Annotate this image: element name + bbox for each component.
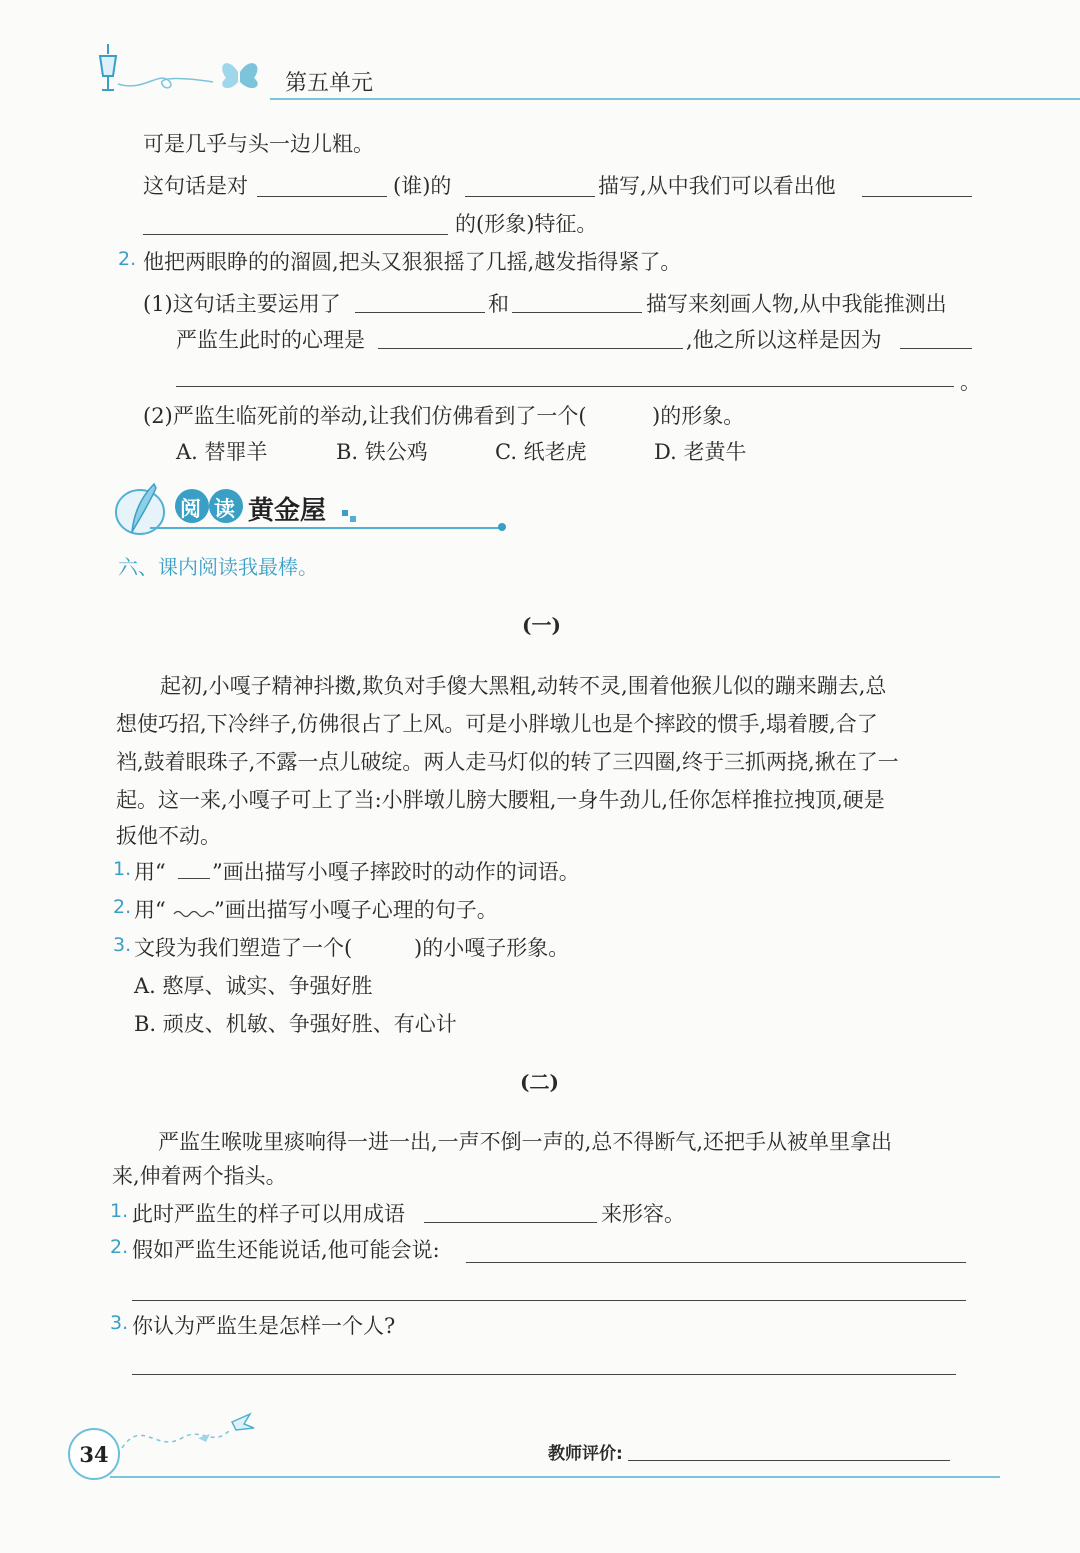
answer-blank[interactable] bbox=[132, 1300, 966, 1301]
text-line: 严监生此时的心理是 bbox=[176, 328, 365, 352]
answer-blank[interactable] bbox=[465, 196, 595, 197]
question-text: 你认为严监生是怎样一个人? bbox=[132, 1314, 396, 1338]
text-line: 描写,从中我们可以看出他 bbox=[598, 174, 836, 198]
banner-badge: 读 bbox=[214, 497, 235, 521]
banner-title: 黄金屋 bbox=[248, 496, 327, 526]
text-line: 描写来刻画人物,从中我能推测出 bbox=[646, 292, 947, 316]
passage-line: 来,伸着两个指头。 bbox=[112, 1164, 287, 1188]
text-line: (谁)的 bbox=[393, 174, 452, 198]
bird-icon bbox=[232, 1414, 254, 1430]
question-number: 1. bbox=[113, 858, 132, 880]
option-d[interactable]: D. 老黄牛 bbox=[654, 440, 747, 464]
wavy-line-sample bbox=[172, 908, 214, 920]
text-line: ,他之所以这样是因为 bbox=[686, 328, 882, 352]
footer-rule bbox=[110, 1476, 1000, 1478]
passage-line: 想使巧招,下冷绊子,仿佛很占了上风。可是小胖墩儿也是个摔跤的惯手,塌着腰,合了 bbox=[116, 712, 878, 736]
answer-blank[interactable] bbox=[355, 312, 485, 313]
part-heading: (二) bbox=[520, 1070, 559, 1094]
text-line: 。 bbox=[960, 370, 981, 394]
header-rule bbox=[270, 98, 1080, 100]
question-text: 用“ bbox=[134, 860, 166, 884]
question-text: 文段为我们塑造了一个( bbox=[134, 936, 353, 960]
answer-blank[interactable] bbox=[176, 386, 954, 387]
question-number: 3. bbox=[113, 934, 132, 956]
underline-sample bbox=[178, 878, 210, 879]
text-line: 这句话是对 bbox=[143, 174, 248, 198]
teacher-evaluation-label: 教师评价: bbox=[548, 1444, 623, 1464]
text-line: (2)严监生临死前的举动,让我们仿佛看到了一个( bbox=[143, 404, 587, 428]
passage-line: 扳他不动。 bbox=[116, 824, 221, 848]
question-text: ”画出描写小嘎子摔跤时的动作的词语。 bbox=[212, 860, 580, 884]
butterfly-icon bbox=[222, 63, 257, 88]
question-number: 2. bbox=[118, 248, 137, 270]
question-number: 3. bbox=[110, 1312, 129, 1334]
passage-line: 起初,小嘎子精神抖擞,欺负对手傻大黑粗,动转不灵,围着他猴儿似的蹦来蹦去,总 bbox=[160, 674, 887, 698]
option-b[interactable]: B. 顽皮、机敏、争强好胜、有心计 bbox=[134, 1012, 457, 1036]
text-line: 可是几乎与头一边儿粗。 bbox=[143, 132, 374, 156]
question-text: 他把两眼睁的的溜圆,把头又狠狠摇了几摇,越发指得紧了。 bbox=[143, 250, 682, 274]
option-b[interactable]: B. 铁公鸡 bbox=[336, 440, 428, 464]
section-title: 六、课内阅读我最棒。 bbox=[118, 555, 318, 579]
option-a[interactable]: A. 憨厚、诚实、争强好胜 bbox=[134, 974, 373, 998]
option-c[interactable]: C. 纸老虎 bbox=[495, 440, 587, 464]
text-line: 和 bbox=[488, 292, 509, 316]
answer-blank[interactable] bbox=[466, 1262, 966, 1263]
option-a[interactable]: A. 替罪羊 bbox=[176, 440, 268, 464]
question-number: 2. bbox=[113, 896, 132, 918]
text-line: )的形象。 bbox=[652, 404, 745, 428]
text-line: (1)这句话主要运用了 bbox=[143, 292, 341, 316]
banner-rule bbox=[150, 527, 500, 529]
answer-blank[interactable] bbox=[132, 1374, 956, 1375]
answer-blank[interactable] bbox=[257, 196, 387, 197]
passage-line: 严监生喉咙里痰响得一进一出,一声不倒一声的,总不得断气,还把手从被单里拿出 bbox=[158, 1130, 893, 1154]
question-text: 来形容。 bbox=[601, 1202, 685, 1226]
unit-title: 第五单元 bbox=[285, 71, 374, 96]
question-text: ”画出描写小嘎子心理的句子。 bbox=[214, 898, 498, 922]
banner-dot bbox=[498, 523, 506, 531]
answer-blank[interactable] bbox=[378, 348, 683, 349]
lamp-icon bbox=[100, 44, 116, 90]
answer-blank[interactable] bbox=[900, 348, 972, 349]
answer-blank[interactable] bbox=[862, 196, 972, 197]
banner-badge: 阅 bbox=[180, 497, 201, 521]
question-number: 1. bbox=[110, 1200, 129, 1222]
question-text: 用“ bbox=[134, 898, 166, 922]
question-text: )的小嘎子形象。 bbox=[414, 936, 570, 960]
question-text: 假如严监生还能说话,他可能会说: bbox=[132, 1238, 440, 1262]
passage-line: 起。这一来,小嘎子可上了当:小胖墩儿膀大腰粗,一身牛劲儿,任你怎样推拉拽顶,硬是 bbox=[116, 788, 885, 812]
text-line: 的(形象)特征。 bbox=[455, 212, 598, 236]
answer-blank[interactable] bbox=[512, 312, 642, 313]
footer-decoration bbox=[112, 1408, 272, 1458]
teacher-evaluation-blank[interactable] bbox=[628, 1460, 950, 1461]
answer-blank[interactable] bbox=[143, 234, 448, 235]
part-heading: (一) bbox=[522, 613, 561, 637]
page-number: 34 bbox=[68, 1428, 120, 1480]
question-text: 此时严监生的样子可以用成语 bbox=[132, 1202, 405, 1226]
passage-line: 裆,鼓着眼珠子,不露一点儿破绽。两人走马灯似的转了三四圈,终于三抓两挠,揪在了一 bbox=[116, 750, 899, 774]
header-decoration bbox=[88, 42, 288, 106]
reading-banner bbox=[112, 478, 512, 538]
question-number: 2. bbox=[110, 1236, 129, 1258]
answer-blank[interactable] bbox=[424, 1222, 597, 1223]
